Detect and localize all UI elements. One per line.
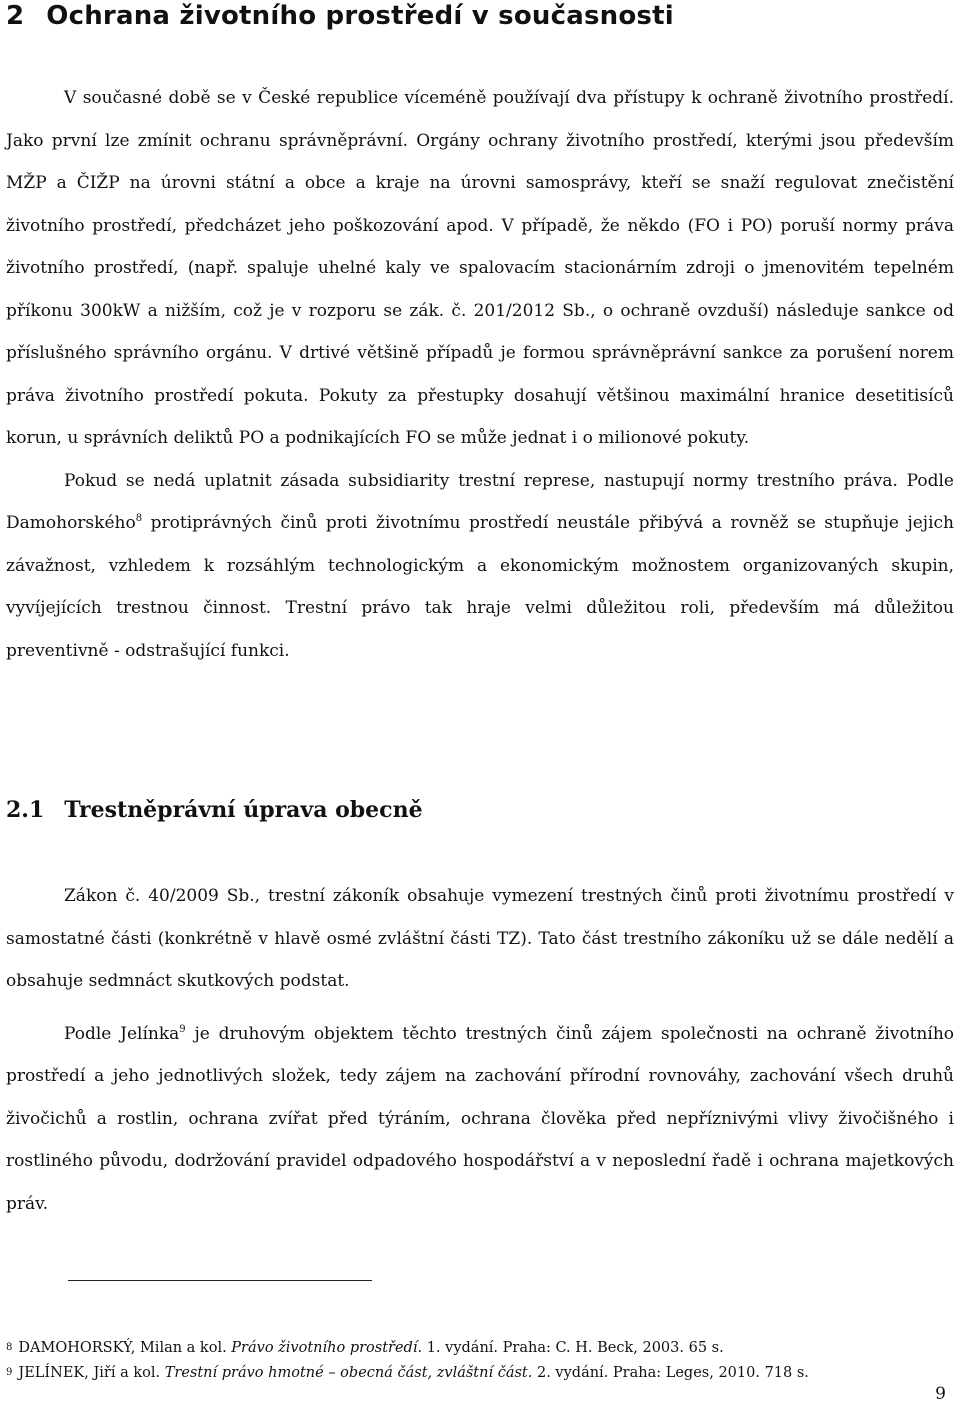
footnote-ref-8[interactable]: 8 [135,513,143,524]
footnote-8-title: Právo životního prostředí. [231,1340,423,1356]
chapter-title: Ochrana životního prostředí v současnosti [46,1,674,31]
page-number: 9 [935,1384,946,1404]
section-paragraph-1: Zákon č. 40/2009 Sb., trestní zákoník obsahuje vymezení trestných činů proti životnímu prostředí v samostatné části (konkrétně v hlavě osmé zvláštní části TZ). Tato část trestního zákoníku už se dále nedělí a obsahuje sedmnáct skutkových podstat. [6,886,954,991]
footnote-9 [6,1361,954,1386]
footnote-8 [6,1336,954,1361]
intro-paragraph-2 [6,460,954,673]
footnote-9-number: 9 [6,1367,13,1378]
section-paragraph-2-text-b: je druhovým objektem těchto trestných činů zájem společnosti na ochraně životního prostředí a jeho jednotlivých složek, tedy zájem na zachování přírodní rovnováhy, zachování všech druhů živočichů a rostlin, ochrana zvířat před týráním, ochrana člověka před nepříznivými vlivy živočišného i rostliného původu, dodržování pravidel odpadového hospodářství a v neposlední řadě i ochrana majetkových práv. [6,1023,954,1214]
intro-paragraph-2-text-b: protiprávných činů proti životnímu prostředí neustále přibývá a rovněž se stupňuje jejich závažnost, vzhledem k rozsáhlým technologickým a ekonomickým možnostem organizovaných skupin, vyvíjejících trestnou činnost. Trestní právo tak hraje velmi důležitou roli, především má důležitou preventivně - odstrašující funkci. [6,513,954,661]
section-paragraph-2-text-a: Podle Jelínka [64,1023,180,1044]
footnotes [6,1336,954,1386]
intro-paragraph-1: V současné době se v České republice víceméně používají dva přístupy k ochraně životního prostředí. Jako první lze zmínit ochranu správněprávní. Orgány ochrany životního prostředí, kterými jsou především MŽP a ČIŽP na úrovni státní a obce a kraje na úrovni samosprávy, kteří se snaží regulovat znečistění životního prostředí, předcházet jeho poškozování apod. V případě, že někdo (FO i PO) poruší normy práva životního prostředí, (např. spaluje uhelné kaly ve spalovacím stacionárním zdroji o jmenovitém tepelném příkonu 300kW a nižším, což je v rozporu se zák. č. 201/2012 Sb., o ochraně ovzduší) následuje sankce od příslušného správního orgánu. V drtivé většině případů je formou správněprávní sankce za porušení norem práva životního prostředí pokuta. Pokuty za přestupky dosahují většinou maximální hranice desetitisíců korun, u správních deliktů PO a podnikajících FO se může jednat i o milionové pokuty. [6,88,954,448]
chapter-heading [6,0,674,38]
section-paragraph-2 [6,1013,954,1226]
intro-paragraph-2-text-a: Pokud se nedá uplatnit zásada subsidiarity trestní represe, nastupují normy trestního práva. Podle Damohorského [6,470,954,533]
footnote-9-author: JELÍNEK, Jiří a kol. [18,1365,165,1381]
chapter-number: 2 [6,1,25,31]
footnote-9-title: Trestní právo hmotné – obecná část, zvláštní část. [164,1365,533,1381]
footnote-separator [68,1280,372,1281]
footnote-8-number: 8 [6,1342,13,1353]
footnote-9-publication: 2. vydání. Praha: Leges, 2010. 718 s. [532,1365,809,1381]
intro-section [6,77,954,672]
subsection-title: Trestněprávní úprava obecně [64,797,423,823]
subsection-heading [6,790,423,830]
subsection-number: 2.1 [6,797,45,823]
footnote-8-author: DAMOHORSKÝ, Milan a kol. [18,1340,232,1356]
subsection-body [6,875,954,1225]
footnote-ref-9[interactable]: 9 [179,1023,186,1035]
footnote-8-publication: 1. vydání. Praha: C. H. Beck, 2003. 65 s. [422,1340,724,1356]
